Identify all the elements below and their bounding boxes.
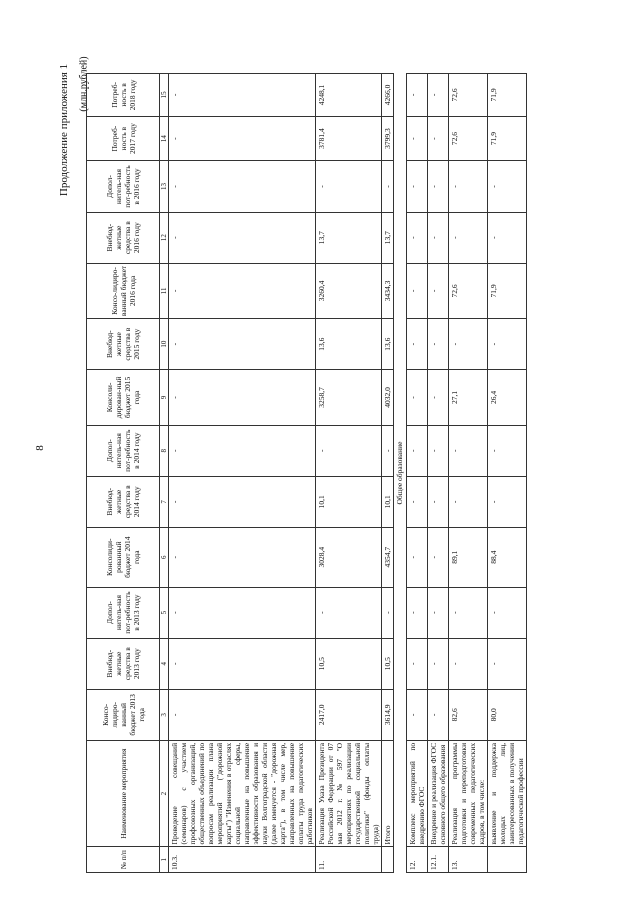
col-header: Консолиди-рованный бюджет 2014 года [87, 527, 160, 587]
column-number: 14 [160, 116, 169, 161]
value-cell: - [407, 689, 428, 740]
value-cell: - [407, 116, 428, 161]
value-cell: - [428, 161, 449, 212]
value-cell: - [407, 319, 428, 370]
section-row [394, 74, 407, 873]
value-cell: - [428, 476, 449, 527]
value-cell: - [407, 161, 428, 212]
value-cell: 82,6 [449, 689, 488, 740]
value-cell: - [428, 587, 449, 638]
table-row [407, 74, 428, 873]
value-cell: - [488, 161, 527, 212]
section-heading: Общее образование [394, 74, 407, 873]
value-cell: 3799,3 [382, 116, 394, 161]
value-cell: - [428, 527, 449, 587]
row-number: 12.1. [428, 847, 449, 873]
value-cell: - [169, 161, 316, 212]
value-cell: - [449, 161, 488, 212]
value-cell: 3614,9 [382, 689, 394, 740]
value-cell: 71,9 [488, 74, 527, 117]
column-number: 1 [160, 847, 169, 873]
value-cell: - [407, 638, 428, 689]
column-number: 8 [160, 425, 169, 476]
value-cell: - [488, 587, 527, 638]
value-cell: 71,9 [488, 116, 527, 161]
rotated-table-container [86, 73, 606, 873]
value-cell: 72,6 [449, 74, 488, 117]
col-header: Допол-нитель-ная пот-ребность в 2014 году [87, 425, 160, 476]
value-cell: 3028,4 [316, 527, 382, 587]
column-number: 11 [160, 263, 169, 318]
value-cell: - [488, 212, 527, 263]
table-row [316, 74, 382, 873]
row-number: 10.3. [169, 847, 316, 873]
value-cell: - [488, 476, 527, 527]
measure-name: Проведение совещаний (семинаров) с участием профсоюзных организаций, общественных объединений по вопросам реализации плана мероприятий ("дорожной карты") "Изменения в отраслях социальной сферы, направленные на повышение эффективности образования и науки Волгоградской области (далее именуется - "дорожная карта"), в том числе мер, направленных на повышение оплаты труда педагогических работников [169, 740, 316, 847]
value-cell: - [316, 161, 382, 212]
value-cell: 72,6 [449, 263, 488, 318]
column-number: 12 [160, 212, 169, 263]
col-header: Наименование мероприятия [87, 740, 160, 847]
value-cell: - [407, 263, 428, 318]
value-cell: - [449, 638, 488, 689]
value-cell: - [428, 638, 449, 689]
value-cell: 10,1 [382, 476, 394, 527]
value-cell: 10,1 [316, 476, 382, 527]
value-cell: - [407, 476, 428, 527]
table-row [488, 74, 527, 873]
value-cell: 2417,0 [316, 689, 382, 740]
value-cell: 4032,0 [382, 370, 394, 425]
value-cell: - [169, 116, 316, 161]
table-row [428, 74, 449, 873]
value-cell: - [169, 370, 316, 425]
col-header: Потреб-ность в 2017 году [87, 116, 160, 161]
budget-table [86, 73, 527, 873]
value-cell: - [449, 425, 488, 476]
value-cell: - [169, 263, 316, 318]
value-cell: 3434,3 [382, 263, 394, 318]
value-cell: - [169, 527, 316, 587]
value-cell: 71,9 [488, 263, 527, 318]
header-row [87, 74, 160, 873]
value-cell: - [407, 587, 428, 638]
col-header: Внебюд-жетные средства в 2015 году [87, 319, 160, 370]
col-header: Консо-лидиро-ванный бюджет 2013 года [87, 689, 160, 740]
value-cell: - [428, 263, 449, 318]
value-cell: - [428, 74, 449, 117]
value-cell: 26,4 [488, 370, 527, 425]
value-cell: 10,5 [316, 638, 382, 689]
row-number: 11. [316, 847, 382, 873]
value-cell: - [428, 425, 449, 476]
value-cell: - [488, 425, 527, 476]
col-header: Допол-нитель-ная пот-ребность в 2016 году [87, 161, 160, 212]
value-cell: 3258,7 [316, 370, 382, 425]
total-row [382, 74, 394, 873]
value-cell: 3260,4 [316, 263, 382, 318]
column-number: 9 [160, 370, 169, 425]
measure-name: Реализация программы подготовки и переподготовки современных педагогических кадров, в том числе: [449, 740, 488, 847]
value-cell: - [428, 319, 449, 370]
column-number: 2 [160, 740, 169, 847]
column-number: 10 [160, 319, 169, 370]
value-cell: - [169, 638, 316, 689]
unit-caption: (млн.рублей) [78, 56, 90, 112]
value-cell: - [382, 425, 394, 476]
value-cell: - [407, 212, 428, 263]
value-cell: - [169, 74, 316, 117]
column-number-row [160, 74, 169, 873]
value-cell: - [382, 161, 394, 212]
row-number [488, 847, 527, 873]
column-number: 4 [160, 638, 169, 689]
measure-name: Внедрение и реализация ФГОС основного общего образования [428, 740, 449, 847]
measure-name: Реализация Указа Президента Российской Федерации от 07 мая 2012 г. № 597 "О мероприятиях по реализации государственной социальной политики" (фонды оплаты труда) [316, 740, 382, 847]
measure-name: Комплекс мероприятий по внедрению ФГОС [407, 740, 428, 847]
col-header: Консоли-дирован-ный бюджет 2015 года [87, 370, 160, 425]
col-header: Внебюд-жетные средства в 2014 году [87, 476, 160, 527]
value-cell: - [428, 370, 449, 425]
value-cell: 13,6 [316, 319, 382, 370]
value-cell: - [449, 319, 488, 370]
value-cell: - [407, 370, 428, 425]
value-cell: - [382, 587, 394, 638]
column-number: 3 [160, 689, 169, 740]
value-cell: - [449, 212, 488, 263]
value-cell: - [488, 319, 527, 370]
value-cell: 10,5 [382, 638, 394, 689]
col-header: Потреб-ность в 2018 году [87, 74, 160, 117]
column-number: 15 [160, 74, 169, 117]
value-cell: 89,1 [449, 527, 488, 587]
col-header: Внебюд-жетные средства в 2013 году [87, 638, 160, 689]
appendix-caption: Продолжение приложения 1 [58, 63, 70, 197]
value-cell: - [407, 425, 428, 476]
value-cell: - [316, 587, 382, 638]
table-row [169, 74, 316, 873]
value-cell: 80,0 [488, 689, 527, 740]
value-cell: - [169, 689, 316, 740]
value-cell: - [449, 587, 488, 638]
page-number: 8 [34, 445, 46, 451]
column-number: 5 [160, 587, 169, 638]
value-cell: - [316, 425, 382, 476]
value-cell: 88,4 [488, 527, 527, 587]
col-header: № п/п [87, 847, 160, 873]
value-cell: 4354,7 [382, 527, 394, 587]
row-number: 12. [407, 847, 428, 873]
value-cell: - [169, 425, 316, 476]
value-cell: 13,6 [382, 319, 394, 370]
value-cell: - [488, 638, 527, 689]
value-cell: 27,1 [449, 370, 488, 425]
value-cell: - [428, 689, 449, 740]
value-cell: - [428, 212, 449, 263]
row-number: 13. [449, 847, 488, 873]
value-cell: 13,7 [316, 212, 382, 263]
col-header: Внебюд-жетные средства в 2016 году [87, 212, 160, 263]
value-cell: 4266,0 [382, 74, 394, 117]
value-cell: - [449, 476, 488, 527]
value-cell: - [169, 212, 316, 263]
col-header: Консо-лидиро-ванный бюджет 2016 года [87, 263, 160, 318]
value-cell: - [428, 116, 449, 161]
column-number: 13 [160, 161, 169, 212]
value-cell: - [407, 74, 428, 117]
column-number: 7 [160, 476, 169, 527]
value-cell: 72,6 [449, 116, 488, 161]
value-cell: - [169, 476, 316, 527]
table-row [449, 74, 488, 873]
column-number: 6 [160, 527, 169, 587]
value-cell: - [169, 587, 316, 638]
value-cell: - [407, 527, 428, 587]
value-cell: 13,7 [382, 212, 394, 263]
col-header: Допол-нитель-ная пот-ребность в 2013 году [87, 587, 160, 638]
value-cell: 4248,1 [316, 74, 382, 117]
value-cell: 3781,4 [316, 116, 382, 161]
measure-name: выявление и поддержка молодых лиц, заинтересованных в получении педагогической профессии [488, 740, 527, 847]
value-cell: - [169, 319, 316, 370]
row-number [382, 847, 394, 873]
total-label: Итого [382, 740, 394, 847]
